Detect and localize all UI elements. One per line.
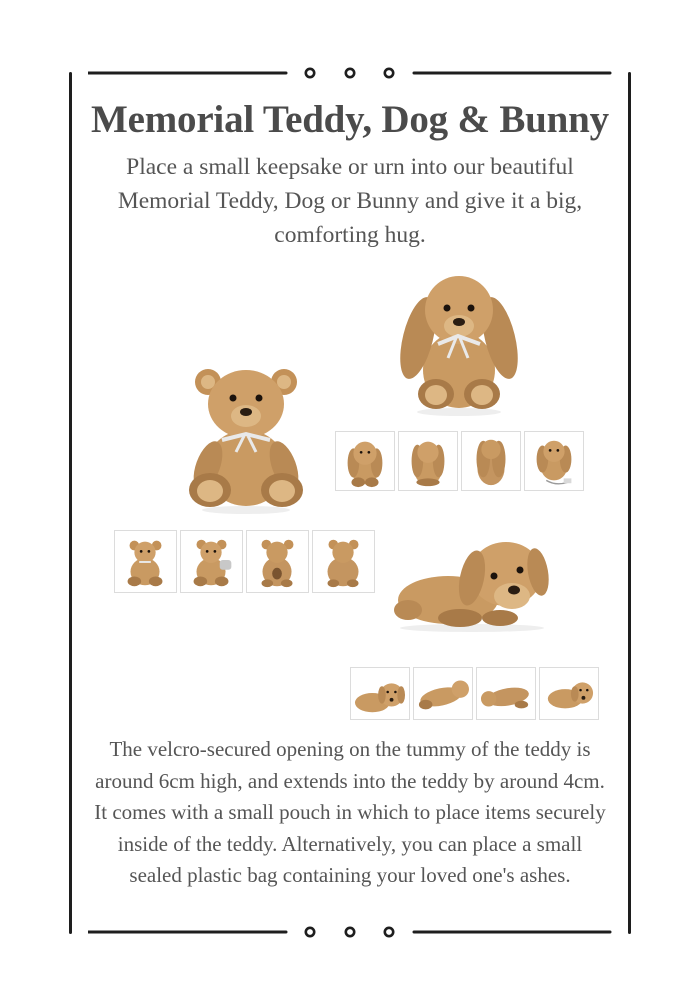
page-title: Memorial Teddy, Dog & Bunny (91, 98, 609, 141)
teddy-thumbnail-1[interactable] (114, 530, 177, 593)
top-divider (88, 67, 612, 79)
teddy-main-photo[interactable] (186, 360, 306, 516)
bunny-thumbnail-1[interactable] (335, 431, 395, 491)
frame-right-line (628, 72, 631, 934)
intro-text: Place a small keepsake or urn into our beautiful Memorial Teddy, Dog or Bunny and give it a big, comforting hug. (117, 154, 583, 248)
teddy-thumbnail-4[interactable] (312, 530, 375, 593)
teddy-thumbnail-3[interactable] (246, 530, 309, 593)
bunny-thumbnail-4[interactable] (524, 431, 584, 491)
bunny-thumbnail-3[interactable] (461, 431, 521, 491)
dog-main-photo[interactable] (394, 526, 552, 634)
teddy-thumbnail-2[interactable] (180, 530, 243, 593)
frame-left-line (69, 72, 72, 934)
dog-thumbnail-3[interactable] (476, 667, 536, 720)
dog-thumbnail-2[interactable] (413, 667, 473, 720)
dog-thumbnail-4[interactable] (539, 667, 599, 720)
description-text: The velcro-secured opening on the tummy of the teddy is around 6cm high, and extends into the teddy by around 4cm. It comes with a small pouch in which to place items securely inside of the teddy. Alternatively, you can place a small sealed plastic bag containing your loved one's ashes. (94, 737, 606, 887)
bottom-divider (88, 926, 612, 938)
bunny-thumbnail-2[interactable] (398, 431, 458, 491)
bunny-main-photo[interactable] (396, 262, 522, 418)
dog-thumbnail-1[interactable] (350, 667, 410, 720)
